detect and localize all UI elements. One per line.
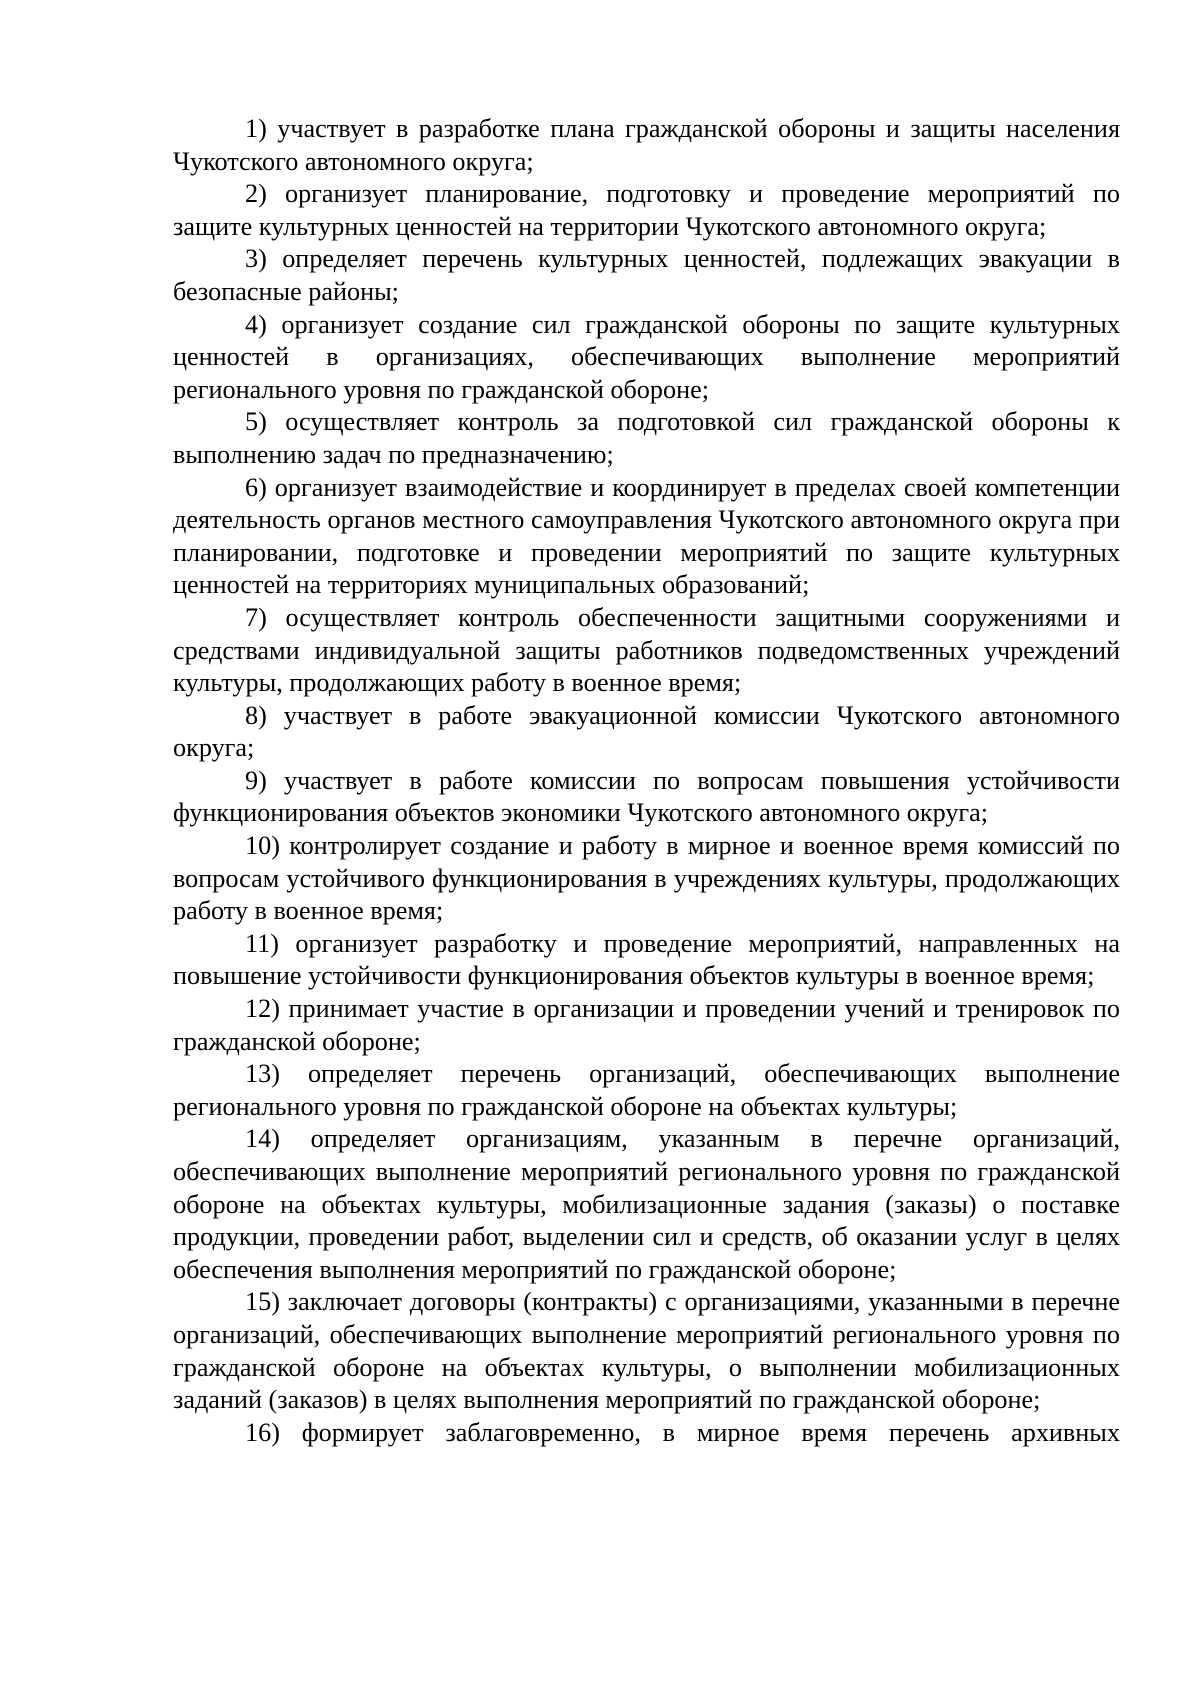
list-item: 1) участвует в разработке плана гражданской обороны и защиты населения Чукотского автономного округа; xyxy=(173,114,1120,176)
list-item: 7) осуществляет контроль обеспеченности защитными сооружениями и средствами индивидуальной защиты работников подведомственных учреждений культуры, продолжающих работу в военное время; xyxy=(173,602,1120,698)
list-item: 8) участвует в работе эвакуационной комиссии Чукотского автономного округа; xyxy=(173,700,1120,763)
list-item: 15) заключает договоры (контракты) с организациями, указанными в перечне организаций, обеспечивающих выполнение мероприятий регионального уровня по гражданской обороне на объектах культуры, о выполнении мобилизационных заданий (заказов) в целях выполнения мероприятий по гражданской обороне; xyxy=(173,1287,1120,1415)
list-item: 16) формирует заблаговременно, в мирное время перечень архивных xyxy=(245,1417,1120,1447)
list-item: 12) принимает участие в организации и проведении учений и тренировок по гражданской обороне; xyxy=(173,994,1120,1056)
list-item: 13) определяет перечень организаций, обеспечивающих выполнение регионального уровня по гражданской обороне на объектах культуры; xyxy=(173,1059,1120,1121)
list-item: 5) осуществляет контроль за подготовкой сил гражданской обороны к выполнению задач по предназначению; xyxy=(173,407,1120,469)
list-item: 6) организует взаимодействие и координирует в пределах своей компетенции деятельность органов местного самоуправления Чукотского автономного округа при планировании, подготовке и проведении мероприятий по защите культурных ценностей на территориях муниципальных образований; xyxy=(173,472,1120,600)
document-body xyxy=(173,113,1120,1449)
list-item: 4) организует создание сил гражданской обороны по защите культурных ценностей в организациях, обеспечивающих выполнение мероприятий регионального уровня по гражданской обороне; xyxy=(173,309,1120,404)
list-item: 14) определяет организациям, указанным в перечне организаций, обеспечивающих выполнение мероприятий регионального уровня по гражданской обороне на объектах культуры, мобилизационные задания (заказы) о поставке продукции, проведении работ, выделении сил и средств, об оказании услуг в целях обеспечения выполнения мероприятий по гражданской обороне; xyxy=(173,1124,1120,1284)
list-item: 9) участвует в работе комиссии по вопросам повышения устойчивости функционирования объектов экономики Чукотского автономного округа; xyxy=(173,765,1120,828)
list-item: 10) контролирует создание и работу в мирное и военное время комиссий по вопросам устойчивого функционирования в учреждениях культуры, продолжающих работу в военное время; xyxy=(173,831,1120,926)
list-item: 3) определяет перечень культурных ценностей, подлежащих эвакуации в безопасные районы; xyxy=(173,244,1120,306)
list-item: 2) организует планирование, подготовку и проведение мероприятий по защите культурных ценностей на территории Чукотского автономного округа; xyxy=(173,179,1120,241)
list-item: 11) организует разработку и проведение мероприятий, направленных на повышение устойчивости функционирования объектов культуры в военное время; xyxy=(173,928,1120,991)
